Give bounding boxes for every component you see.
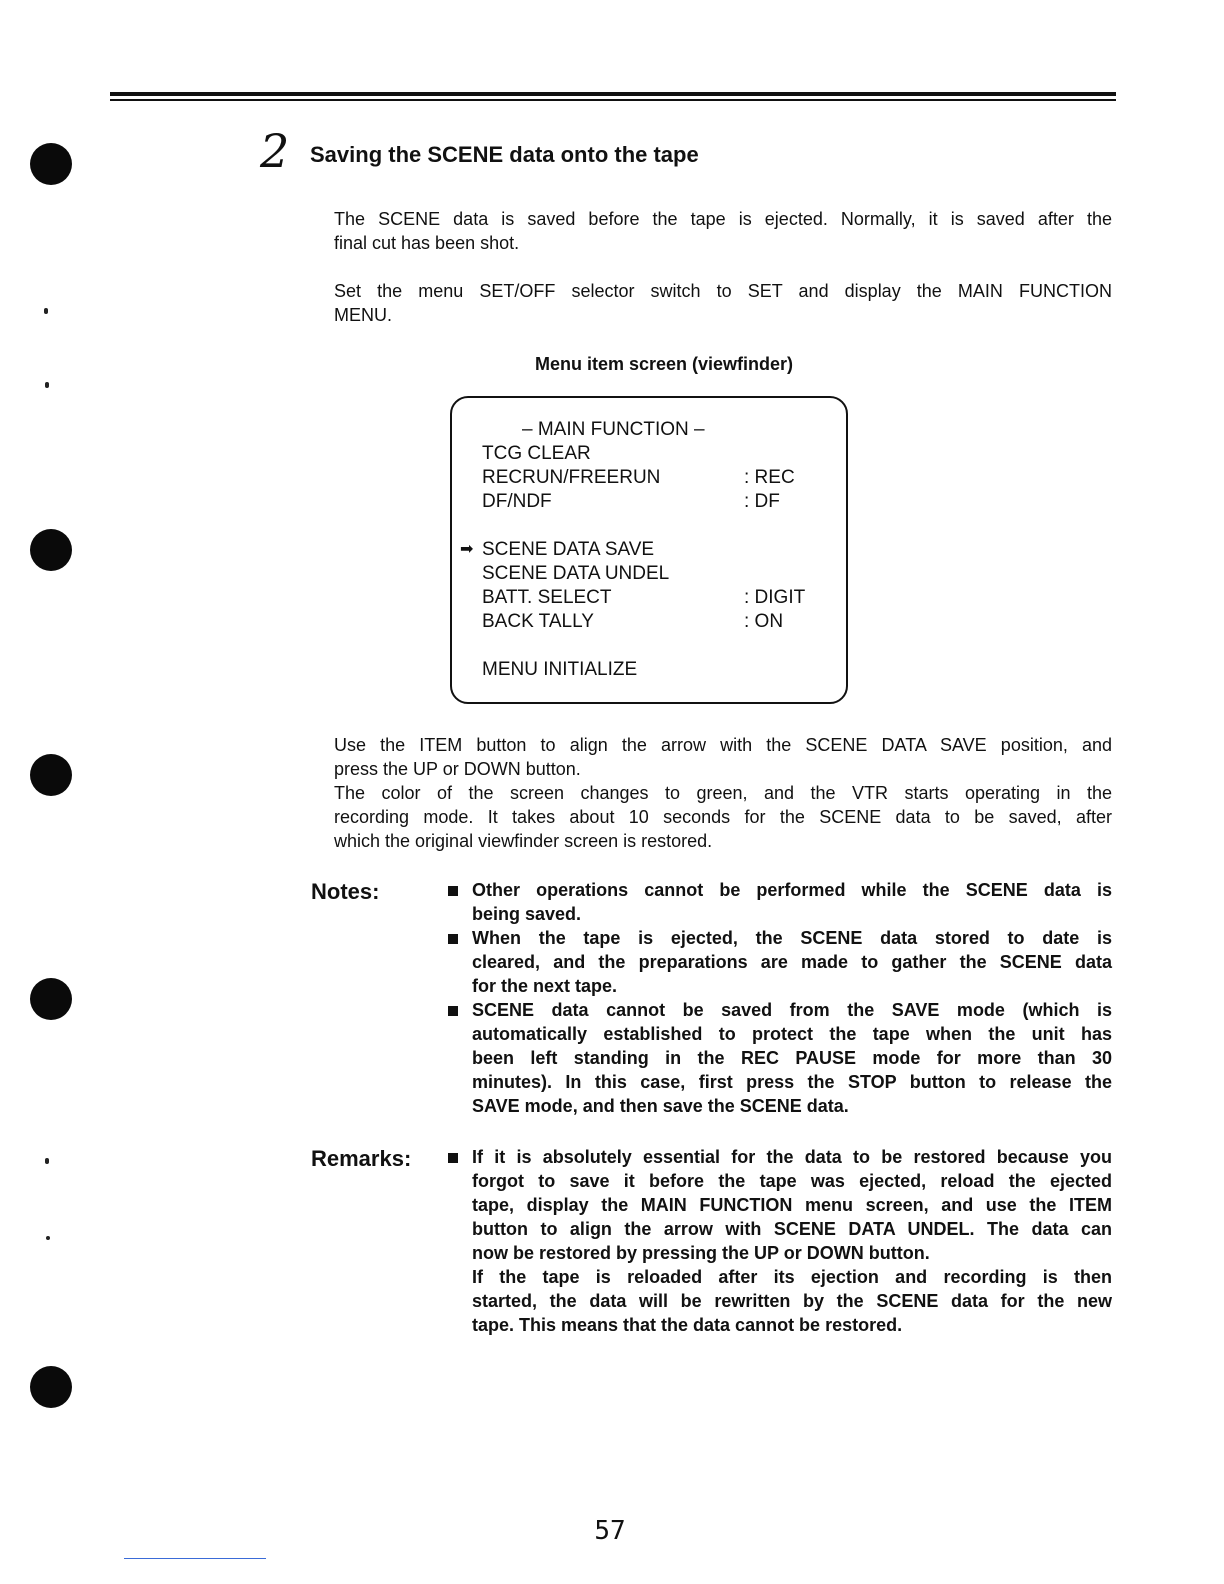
menu-item-batt-select xyxy=(482,586,842,610)
menu-item-scene-data-save xyxy=(460,538,842,562)
note-item xyxy=(448,926,1112,998)
scan-speck xyxy=(44,308,48,314)
text-line: final cut has been shot. xyxy=(334,233,520,253)
menu-item-df-ndf xyxy=(482,490,842,514)
section-title: Saving the SCENE data onto the tape xyxy=(310,142,699,167)
punch-hole xyxy=(30,978,72,1020)
page-number: 57 xyxy=(594,1516,626,1546)
footer-line xyxy=(124,1558,266,1559)
text-line: cleared, and the preparations are made to gather the SCENE data xyxy=(472,952,1112,972)
text-line: button to align the arrow with SCENE DATA UNDEL. The data can xyxy=(472,1219,1112,1239)
text-line: forgot to save it before the tape was ejected, reload the ejected xyxy=(472,1171,1112,1191)
header-rule-thin xyxy=(110,99,1116,101)
menu-item-label: BATT. SELECT xyxy=(482,587,612,608)
notes-heading: Notes: xyxy=(311,879,380,904)
text-line: The color of the screen changes to green, and the VTR starts operating in the xyxy=(334,783,1112,803)
menu-item-back-tally xyxy=(482,610,842,634)
note-text xyxy=(472,998,1112,1118)
remark-text xyxy=(472,1145,1112,1265)
text-line: tape. This means that the data cannot be restored. xyxy=(472,1315,903,1335)
menu-item-value: : ON xyxy=(744,611,784,632)
text-line: SCENE data cannot be saved from the SAVE mode (which is xyxy=(472,1000,1112,1020)
note-text xyxy=(472,926,1112,998)
text-line: MENU. xyxy=(334,305,392,325)
text-line: Use the ITEM button to align the arrow with the SCENE DATA SAVE position, and xyxy=(334,735,1112,755)
note-item xyxy=(448,998,1112,1118)
text-line: minutes). In this case, first press the STOP button to release the xyxy=(472,1072,1112,1092)
menu-item-value: : REC xyxy=(744,467,795,488)
menu-item-menu-initialize xyxy=(482,658,842,682)
text-line: for the next tape. xyxy=(472,976,618,996)
text-line: If the tape is reloaded after its ejection and recording is then xyxy=(472,1267,1112,1287)
scan-speck xyxy=(45,1158,49,1164)
text-line: being saved. xyxy=(472,904,582,924)
menu-item-label: BACK TALLY xyxy=(482,611,594,632)
menu-item-label: MENU INITIALIZE xyxy=(482,659,638,680)
text-line: Other operations cannot be performed while the SCENE data is xyxy=(472,880,1112,900)
menu-item-label: RECRUN/FREERUN xyxy=(482,467,661,488)
step-number: 2 xyxy=(260,124,290,178)
menu-item-tcg-clear xyxy=(482,442,842,466)
menu-title: – MAIN FUNCTION – xyxy=(522,419,705,440)
square-bullet-icon xyxy=(448,1153,458,1163)
square-bullet-icon xyxy=(448,886,458,896)
remark-continuation xyxy=(472,1265,1112,1337)
menu-item-label: SCENE DATA SAVE xyxy=(482,539,655,560)
text-line: been left standing in the REC PAUSE mode for more than 30 xyxy=(472,1048,1112,1068)
text-line: SAVE mode, and then save the SCENE data. xyxy=(472,1096,849,1116)
punch-hole xyxy=(30,143,72,185)
menu-item-value: : DIGIT xyxy=(744,587,806,608)
punch-hole xyxy=(30,754,72,796)
square-bullet-icon xyxy=(448,1006,458,1016)
text-line: now be restored by pressing the UP or DOWN button. xyxy=(472,1243,930,1263)
square-bullet-icon xyxy=(448,934,458,944)
menu-item-value: : DF xyxy=(744,491,780,512)
punch-hole xyxy=(30,1366,72,1408)
text-line: recording mode. It takes about 10 seconds for the SCENE data to be saved, after xyxy=(334,807,1112,827)
menu-item-label: TCG CLEAR xyxy=(482,443,591,464)
text-line: tape, display the MAIN FUNCTION menu screen, and use the ITEM xyxy=(472,1195,1112,1215)
note-text xyxy=(472,878,1112,926)
punch-hole xyxy=(30,529,72,571)
text-line: press the UP or DOWN button. xyxy=(334,759,581,779)
remarks-heading: Remarks: xyxy=(311,1146,412,1171)
text-line: If it is absolutely essential for the data to be restored because you xyxy=(472,1147,1112,1167)
viewfinder-screen xyxy=(450,396,848,704)
intro-paragraph-2 xyxy=(334,279,1112,327)
text-line: automatically established to protect the tape when the unit has xyxy=(472,1024,1112,1044)
text-line: The SCENE data is saved before the tape is ejected. Normally, it is saved after the xyxy=(334,209,1112,229)
selection-arrow-icon: ➡ xyxy=(460,541,474,558)
text-line: Set the menu SET/OFF selector switch to SET and display the MAIN FUNCTION xyxy=(334,281,1112,301)
menu-item-scene-data-undel xyxy=(482,562,842,586)
text-line: which the original viewfinder screen is restored. xyxy=(334,831,713,851)
intro-paragraph-1 xyxy=(334,207,1112,255)
note-item xyxy=(448,878,1112,926)
header-rule-thick xyxy=(110,92,1116,96)
menu-item-label: DF/NDF xyxy=(482,491,552,512)
scan-speck xyxy=(45,382,49,388)
viewfinder-caption: Menu item screen (viewfinder) xyxy=(534,354,794,374)
text-line: When the tape is ejected, the SCENE data stored to date is xyxy=(472,928,1112,948)
scan-speck xyxy=(46,1236,50,1240)
remark-item xyxy=(448,1145,1112,1265)
menu-item-label: SCENE DATA UNDEL xyxy=(482,563,670,584)
menu-item-recrun-freerun xyxy=(482,466,842,490)
text-line: started, the data will be rewritten by the SCENE data for the new xyxy=(472,1291,1112,1311)
instructions-paragraph xyxy=(334,733,1112,853)
